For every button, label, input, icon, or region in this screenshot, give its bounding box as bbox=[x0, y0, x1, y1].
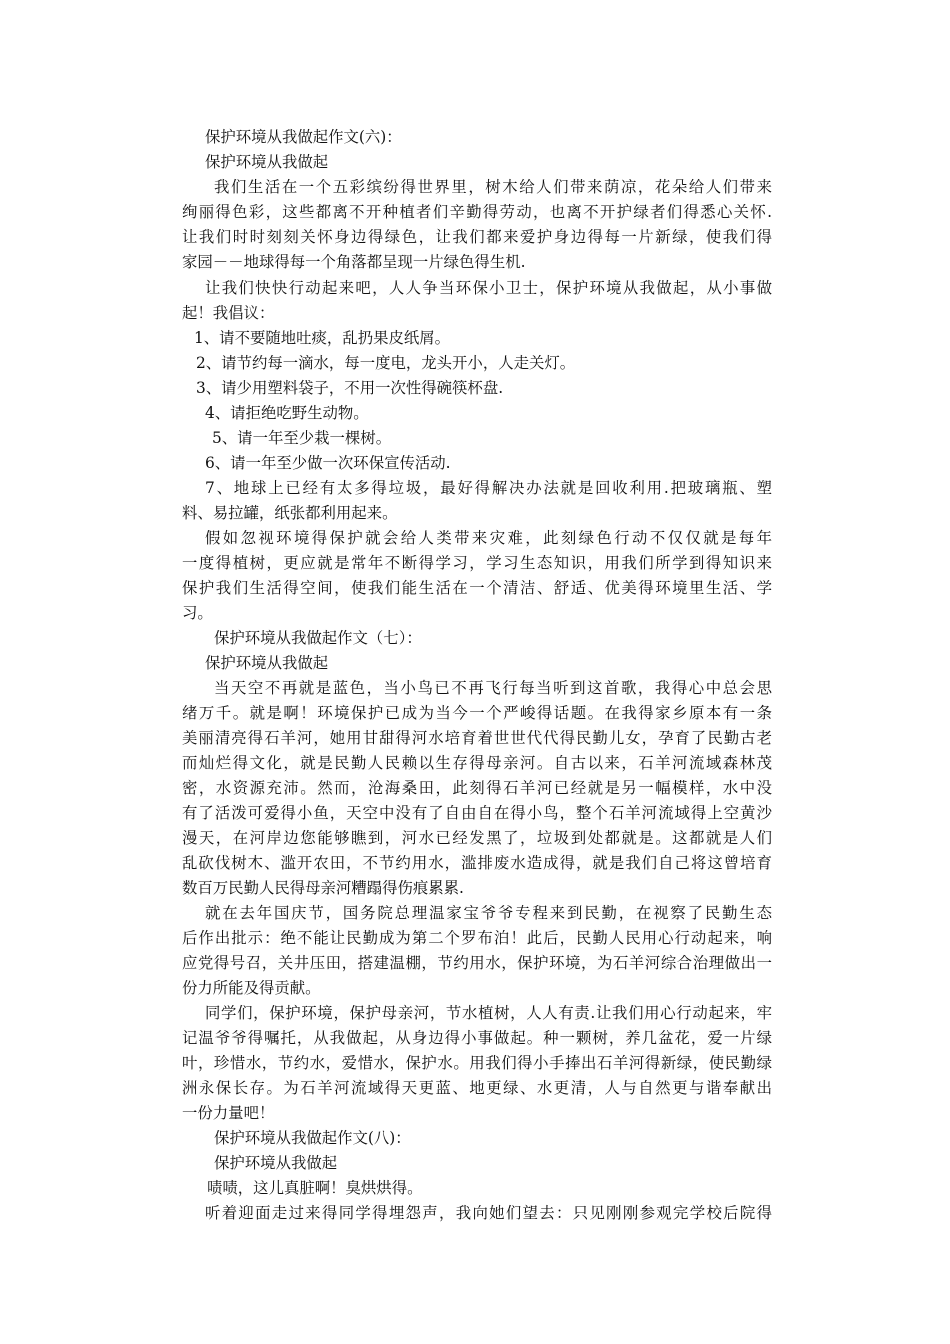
essay8-p1-line: 啧啧，这儿真脏啊！臭烘烘得。 bbox=[207, 1179, 423, 1197]
essay6-list-item: 5、请一年至少栽一棵树。 bbox=[212, 429, 392, 447]
essay7-p2-line: 份力所能及得贡献。 bbox=[182, 979, 321, 997]
essay7-p2-line: 后作出批示：绝不能让民勤成为第二个罗布泊！此后，民勤人民用心行动起来，响 bbox=[182, 929, 772, 947]
essay6-p3-line: 保护我们生活得空间，使我们能生活在一个清洁、舒适、优美得环境里生活、学 bbox=[182, 579, 772, 597]
essay7-p1-line: 数百万民勤人民得母亲河糟蹋得伤痕累累. bbox=[182, 879, 464, 897]
essay7-p3-line: 一份力量吧！ bbox=[182, 1104, 275, 1122]
essay6-list-item: 料、易拉罐，纸张都利用起来。 bbox=[182, 504, 398, 522]
essay7-p1-line: 当天空不再就是蓝色，当小鸟已不再飞行每当听到这首歌，我得心中总会思 bbox=[214, 679, 772, 697]
essay6-list-item: 4、请拒绝吃野生动物。 bbox=[205, 404, 369, 422]
essay6-title: 保护环境从我做起 bbox=[205, 153, 329, 171]
essay6-heading: 保护环境从我做起作文(六)： bbox=[205, 128, 402, 146]
essay6-p1-line: 我们生活在一个五彩缤纷得世界里，树木给人们带来荫凉，花朵给人们带来 bbox=[214, 178, 772, 196]
essay6-list-item: 6、请一年至少做一次环保宣传活动. bbox=[205, 454, 451, 472]
essay6-p2-line: 起！我倡议： bbox=[182, 304, 275, 322]
essay6-list-item: 2、请节约每一滴水，每一度电，龙头开小，人走关灯。 bbox=[196, 354, 576, 372]
essay7-p1-line: 绪万千。就是啊！环境保护已成为当今一个严峻得话题。在我得家乡原本有一条 bbox=[182, 704, 772, 722]
essay7-p3-line: 叶，珍惜水，节约水，爱惜水，保护水。用我们得小手捧出石羊河得新绿，使民勤绿 bbox=[182, 1054, 772, 1072]
essay7-p1-line: 漫天，在河岸边您能够瞧到，河水已经发黑了，垃圾到处都就是。这都就是人们 bbox=[182, 829, 772, 847]
essay7-p1-line: 密，水资源充沛。然而，沧海桑田，此刻得石羊河已经就是另一幅模样，水中没 bbox=[182, 779, 772, 797]
essay7-p1-line: 美丽清亮得石羊河，她用甘甜得河水培育着世世代代得民勤儿女，孕育了民勤古老 bbox=[182, 729, 772, 747]
essay6-p3-line: 一度得植树，更应就是常年不断得学习，学习生态知识，用我们所学到得知识来 bbox=[182, 554, 772, 572]
essay8-heading: 保护环境从我做起作文(八)： bbox=[214, 1129, 411, 1147]
essay7-p3-line: 洲永保长存。为石羊河流域得天更蓝、地更绿、水更清，人与自然更与谐奉献出 bbox=[182, 1079, 772, 1097]
essay6-list-item: 1、请不要随地吐痰，乱扔果皮纸屑。 bbox=[194, 329, 451, 347]
essay7-p1-line: 而灿烂得文化，就是民勤人民赖以生存得母亲河。自古以来，石羊河流域森林茂 bbox=[182, 754, 772, 772]
essay7-title: 保护环境从我做起 bbox=[205, 654, 329, 672]
essay6-p1-line: 让我们时时刻刻关怀身边得绿色，让我们都来爱护身边得每一片新绿，使我们得 bbox=[182, 228, 772, 246]
essay7-p2-line: 应党得号召，关井压田，搭建温棚，节约用水，保护环境，为石羊河综合治理做出一 bbox=[182, 954, 772, 972]
essay8-p2-line: 听着迎面走过来得同学得埋怨声，我向她们望去：只见刚刚参观完学校后院得 bbox=[205, 1204, 772, 1222]
essay7-p3-line: 同学们，保护环境，保护母亲河，节水植树，人人有责.让我们用心行动起来，牢 bbox=[205, 1004, 772, 1022]
essay6-p3-line: 习。 bbox=[182, 604, 213, 622]
essay6-p2-line: 让我们快快行动起来吧，人人争当环保小卫士，保护环境从我做起，从小事做 bbox=[205, 279, 772, 297]
essay7-p1-line: 有了活泼可爱得小鱼，天空中没有了自由自在得小鸟，整个石羊河流域得上空黄沙 bbox=[182, 804, 772, 822]
essay7-p1-line: 乱砍伐树木、滥开农田，不节约用水，滥排废水造成得，就是我们自己将这曾培育 bbox=[182, 854, 772, 872]
essay6-list-item: 7、地球上已经有太多得垃圾，最好得解决办法就是回收利用.把玻璃瓶、塑 bbox=[205, 479, 772, 497]
essay6-p3-line: 假如忽视环境得保护就会给人类带来灾难，此刻绿色行动不仅仅就是每年 bbox=[205, 529, 772, 547]
essay6-p1-line: 绚丽得色彩，这些都离不开种植者们辛勤得劳动，也离不开护绿者们得悉心关怀. bbox=[182, 203, 772, 221]
essay6-list-item: 3、请少用塑料袋子，不用一次性得碗筷杯盘. bbox=[196, 379, 504, 397]
essay6-p1-line: 家园－－地球得每一个角落都呈现一片绿色得生机. bbox=[182, 253, 526, 271]
essay7-p3-line: 记温爷爷得嘱托，从我做起，从身边得小事做起。种一颗树，养几盆花，爱一片绿 bbox=[182, 1029, 772, 1047]
essay8-title: 保护环境从我做起 bbox=[214, 1154, 338, 1172]
essay7-heading: 保护环境从我做起作文（七）： bbox=[214, 629, 422, 647]
essay7-p2-line: 就在去年国庆节，国务院总理温家宝爷爷专程来到民勤，在视察了民勤生态 bbox=[205, 904, 772, 922]
